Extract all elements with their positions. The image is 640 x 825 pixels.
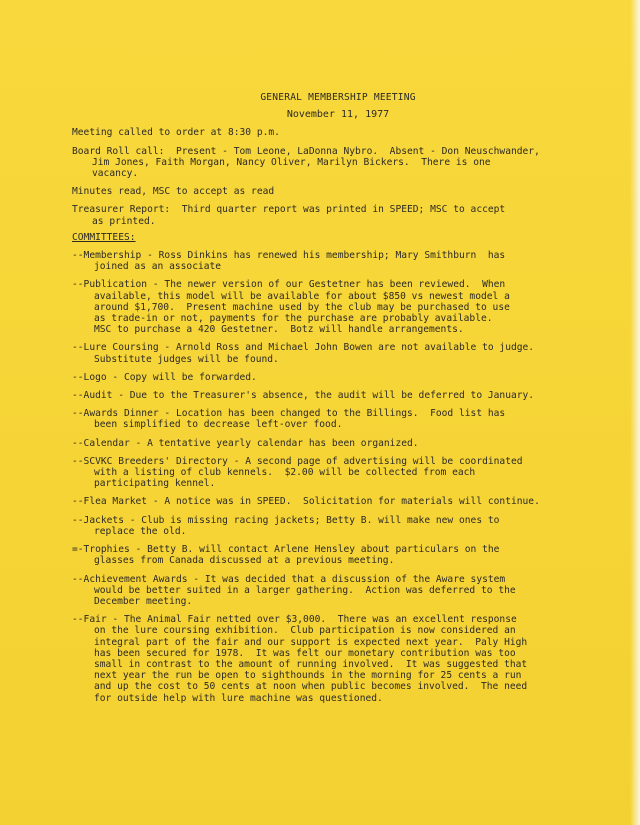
committee-item-line: --Logo - Copy will be forwarded.	[72, 371, 257, 383]
paper-edge	[630, 0, 640, 825]
committee-item-line: --SCVKC Breeders' Directory - A second page of advertising will be coordinated	[72, 455, 523, 467]
committee-item-line: would be better suited in a larger gathering. Action was deferred to the	[94, 584, 516, 596]
committee-item-line: MSC to purchase a 420 Gestetner. Botz will handle arrangements.	[94, 324, 464, 336]
intro-paragraph-line: Minutes read, MSC to accept as read	[72, 186, 275, 198]
committee-item	[72, 279, 592, 335]
committee-item	[72, 372, 592, 383]
committee-item	[72, 574, 592, 608]
committee-item-line: been simplified to decrease left-over food.	[94, 419, 343, 431]
document-title: GENERAL MEMBERSHIP MEETING	[260, 92, 416, 103]
committee-item	[72, 438, 592, 449]
intro-paragraph	[72, 146, 592, 180]
meeting-date: November 11, 1977	[286, 109, 390, 121]
intro-paragraph-line: vacancy.	[92, 168, 139, 180]
committee-item-line: joined as an associate	[94, 261, 222, 273]
document-sheet	[72, 92, 592, 704]
committee-item-line: Substitute judges will be found.	[94, 353, 279, 365]
committee-item-line: replace the old.	[94, 525, 187, 537]
committee-item-line: --Achievement Awards - It was decided that a discussion of the Aware system	[72, 573, 506, 585]
committee-item-line: --Membership - Ross Dinkins has renewed his membership; Mary Smithburn has	[72, 250, 506, 262]
committee-item-line: --Fair - The Animal Fair netted over $3,000. There was an excellent response	[72, 614, 517, 626]
committee-item-line: --Flea Market - A notice was in SPEED. Solicitation for materials will continue.	[72, 496, 540, 508]
intro-paragraph	[72, 127, 592, 138]
intro-paragraph-line: Board Roll call: Present - Tom Leone, LaDonna Nybro. Absent - Don Neuschwander,	[72, 145, 540, 157]
intro-paragraph	[72, 186, 592, 197]
committee-item-line: --Publication - The newer version of our Gestetner has been reviewed. When	[72, 279, 506, 291]
committee-item-line: glasses from Canada discussed at a previous meeting.	[94, 555, 395, 567]
intro-paragraph-line: Treasurer Report: Third quarter report was printed in SPEED; MSC to accept	[72, 204, 506, 216]
intro-paragraph-line: as printed.	[92, 215, 156, 227]
committee-item-line: --Calendar - A tentative yearly calendar has been organized.	[72, 437, 419, 449]
committee-item-line: next year the run be open to sighthounds in the morning for 25 cents a run	[94, 670, 522, 682]
committee-item-line: --Audit - Due to the Treasurer's absence, the audit will be deferred to January.	[72, 390, 535, 402]
committee-item	[72, 390, 592, 401]
committee-item	[72, 515, 592, 537]
committee-item	[72, 342, 592, 364]
committee-item-line: for outside help with lure machine was questioned.	[94, 692, 383, 704]
intro-paragraph	[72, 204, 592, 226]
committee-item	[72, 456, 592, 490]
committee-item-line: on the lure coursing exhibition. Club participation is now considered an	[94, 625, 516, 637]
committee-item-line: --Awards Dinner - Location has been changed to the Billings. Food list has	[72, 408, 506, 420]
committee-item-line: with a listing of club kennels. $2.00 will be collected from each	[94, 467, 476, 479]
committee-item-line: --Lure Coursing - Arnold Ross and Michael John Bowen are not available to judge.	[72, 342, 535, 354]
committee-item-line: available, this model will be available for about $850 vs newest model a	[94, 290, 510, 302]
committee-item-line: participating kennel.	[94, 478, 216, 490]
committee-item-line: --Jackets - Club is missing racing jackets; Betty B. will make new ones to	[72, 514, 500, 526]
committee-items	[72, 250, 592, 704]
committee-item	[72, 408, 592, 430]
intro-paragraph-line: Jim Jones, Faith Morgan, Nancy Oliver, Marilyn Bickers. There is one	[92, 156, 491, 168]
committees-heading: COMMITTEES:	[72, 231, 136, 243]
committee-item	[72, 614, 592, 704]
committee-item-line: small in contrast to the amount of running involved. It was suggested that	[94, 658, 528, 670]
committee-item-line: and up the cost to 50 cents at noon when public becomes involved. The need	[94, 681, 528, 693]
intro-section	[72, 127, 592, 226]
committee-item	[72, 250, 592, 272]
committee-item-line: =-Trophies - Betty B. will contact Arlene Hensley about particulars on the	[72, 544, 500, 556]
committee-item	[72, 544, 592, 566]
committee-item	[72, 496, 592, 507]
intro-paragraph-line: Meeting called to order at 8:30 p.m.	[72, 127, 280, 139]
committee-item-line: as trade-in or not, payments for the purchase are probably available.	[94, 313, 493, 325]
committee-item-line: integral part of the fair and our support is expected next year. Paly High	[94, 636, 528, 648]
committee-item-line: December meeting.	[94, 595, 193, 607]
committee-item-line: around $1,700. Present machine used by the club may be purchased to use	[94, 301, 510, 313]
committee-item-line: has been secured for 1978. It was felt our monetary contribution was too	[94, 647, 516, 659]
